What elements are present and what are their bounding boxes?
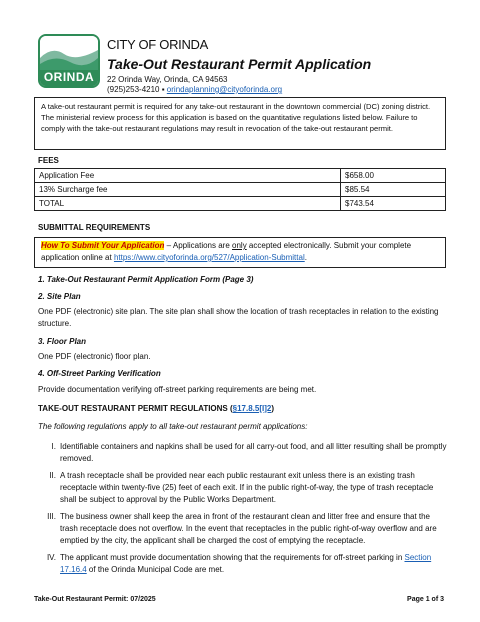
- address: 22 Orinda Way, Orinda, CA 94563: [107, 75, 228, 84]
- fee-amount: $743.54: [341, 197, 446, 211]
- list-number: IV.: [46, 553, 56, 562]
- how-only: only: [232, 241, 247, 250]
- regulations-heading: [38, 404, 274, 413]
- regulations-intro: The following regulations apply to all take-out restaurant permit applications:: [38, 422, 308, 431]
- submittal-heading: SUBMITTAL REQUIREMENTS: [38, 223, 151, 232]
- how-to-submit-box: [34, 237, 446, 268]
- list-number: I.: [51, 442, 56, 451]
- contact-line: [107, 85, 282, 94]
- submittal-link[interactable]: https://www.cityoforinda.org/527/Application-Submittal: [113, 253, 305, 262]
- table-row: [35, 169, 446, 183]
- list-text: The business owner shall keep the area in front of the restaurant clean and litter free and ensure that the trash receptacle does not overflow. In the event that receptacles in the public right-of-way overflow and are emptied by the city, the applicant shall be charged the cost of emptying the receptacle.: [60, 512, 437, 545]
- item-1-title: 1. Take-Out Restaurant Permit Application Form (Page 3): [38, 275, 254, 284]
- table-row: [35, 183, 446, 197]
- footer-form-id: Take-Out Restaurant Permit: 07/2025: [34, 596, 156, 603]
- how-to-submit-label: How To Submit Your Application: [41, 241, 165, 250]
- fee-label: Application Fee: [35, 169, 341, 183]
- page-title: Take-Out Restaurant Permit Application: [107, 56, 372, 72]
- item-2-text: One PDF (electronic) site plan. The site plan shall show the location of trash receptacles in relation to the existing structure.: [38, 307, 439, 328]
- phone: (925)253-4210: [107, 85, 160, 94]
- fee-amount: $658.00: [341, 169, 446, 183]
- list-text: The applicant must provide documentation showing that the requirements for off-street parking in: [60, 553, 405, 562]
- list-item: [38, 441, 448, 465]
- regulations-heading-text: TAKE-OUT RESTAURANT PERMIT REGULATIONS (: [38, 404, 233, 413]
- item-4-text: Provide documentation verifying off-street parking requirements are being met.: [38, 385, 317, 394]
- email-link[interactable]: orindaplanning@cityoforinda.org: [166, 85, 283, 94]
- list-item: [38, 511, 448, 547]
- list-text: A trash receptacle shall be provided near each public restaurant exit unless there is an existing trash receptacle within twenty-five (25) feet of each exit. If in the public right-of-way, the type of trash receptacle shall be subject to approval by the Public Works Department.: [60, 471, 434, 504]
- section-link[interactable]: Section 17.16.4: [60, 553, 432, 574]
- regulations-list: [38, 441, 448, 581]
- fees-heading: FEES: [38, 156, 59, 165]
- fee-amount: $85.54: [341, 183, 446, 197]
- item-3-title: 3. Floor Plan: [38, 337, 87, 346]
- fee-label: TOTAL: [35, 197, 341, 211]
- item-2-title: 2. Site Plan: [38, 292, 81, 301]
- item-3-text: One PDF (electronic) floor plan.: [38, 352, 151, 361]
- regulations-heading-end: ): [271, 404, 275, 413]
- list-item: [38, 470, 448, 506]
- orinda-logo: [38, 34, 100, 88]
- list-text: Identifiable containers and napkins shall be used for all carry-out food, and all litter resulting shall be promptly removed.: [60, 442, 447, 463]
- bullet-icon: ▪: [161, 85, 165, 94]
- logo-text: ORINDA: [43, 70, 95, 84]
- item-4-title: 4. Off-Street Parking Verification: [38, 369, 161, 378]
- how-end: .: [304, 253, 307, 262]
- table-row: [35, 197, 446, 211]
- footer-page-number: Page 1 of 3: [407, 596, 444, 603]
- list-text-end: of the Orinda Municipal Code are met.: [86, 565, 225, 574]
- list-number: III.: [47, 512, 56, 521]
- regulations-code-link[interactable]: §17.8.5[I]2: [232, 404, 272, 413]
- intro-box: A take-out restaurant permit is required for any take-out restaurant in the downtown commercial (DC) zoning district. The ministerial review process for this application is based on the quantitative regulations listed below. Failure to comply with the take-out restaurant regulations may result in revocation of the take-out restaurant permit.: [34, 97, 446, 150]
- list-number: II.: [49, 471, 56, 480]
- how-text: – Applications are: [164, 241, 233, 250]
- list-item: [38, 552, 448, 576]
- fees-table: [34, 168, 446, 211]
- fee-label: 13% Surcharge fee: [35, 183, 341, 197]
- how-text-rest: accepted electronically. Submit your complete application online at: [41, 241, 412, 262]
- city-name: CITY OF ORINDA: [107, 37, 209, 52]
